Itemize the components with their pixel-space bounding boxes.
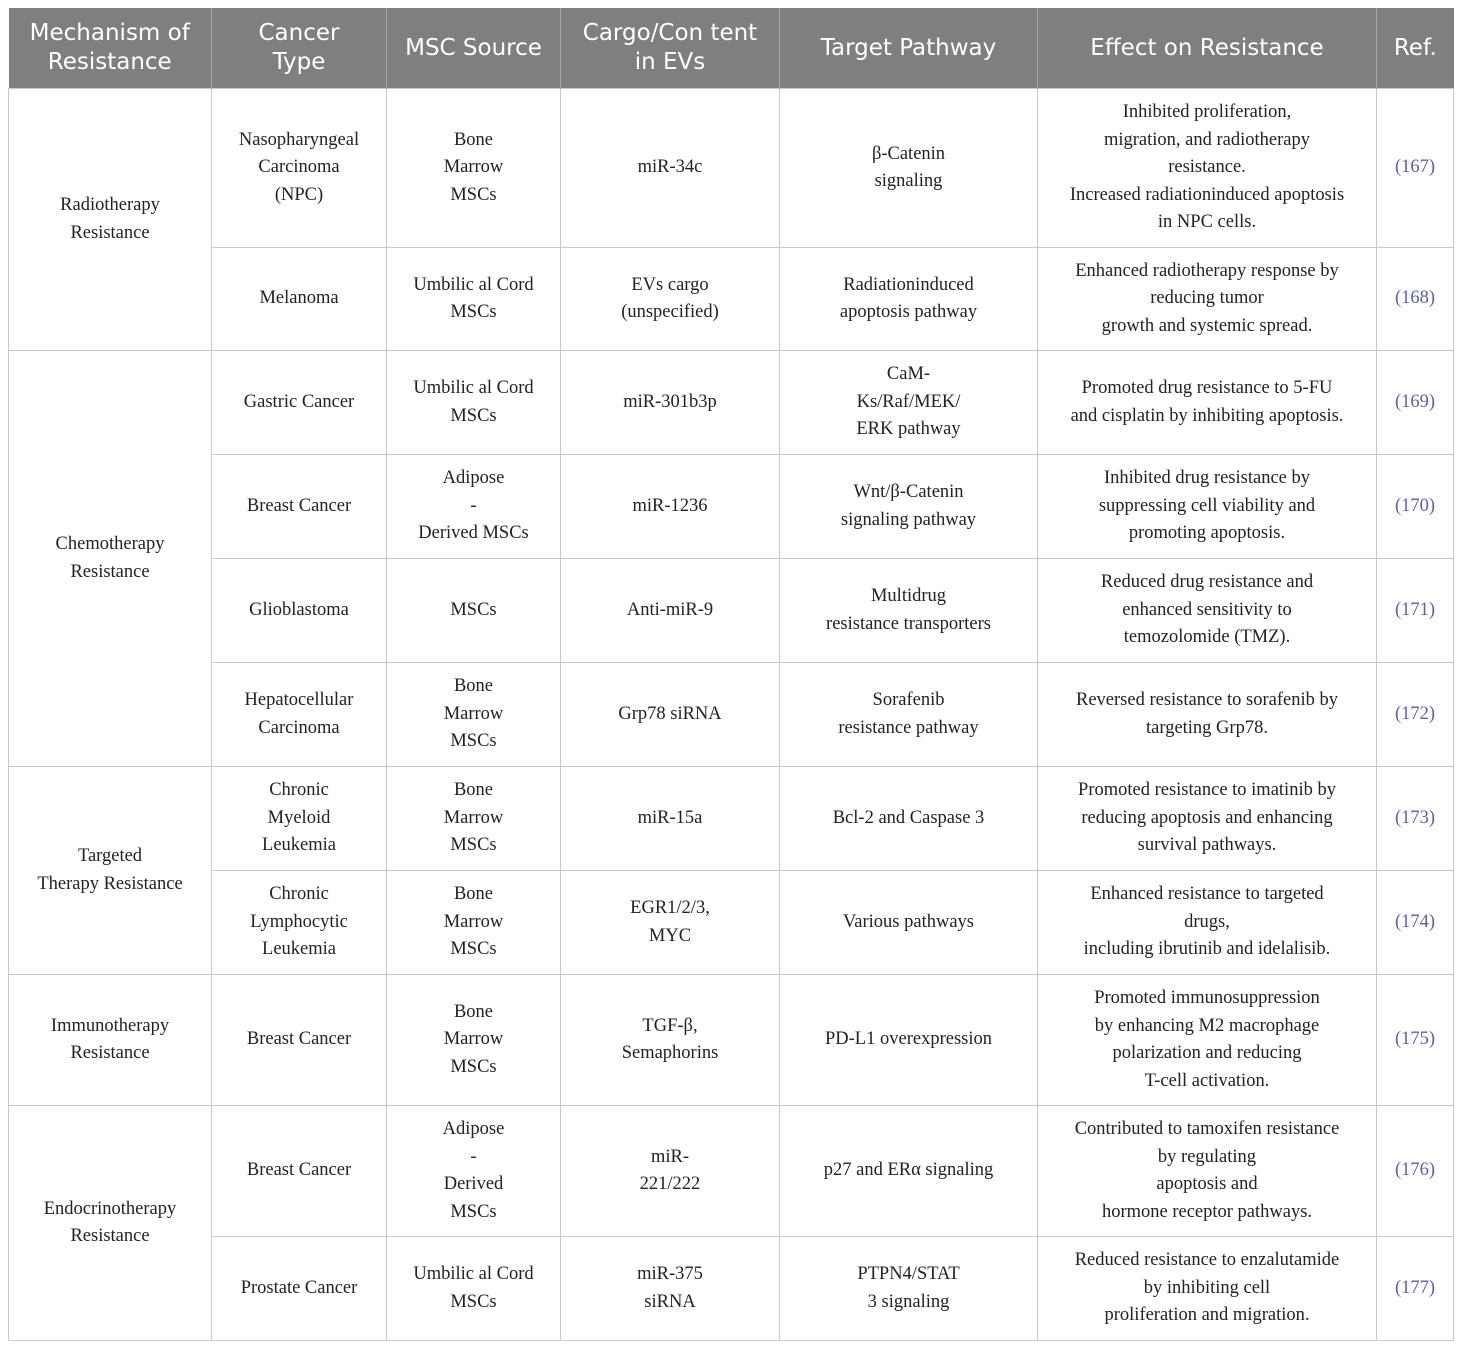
table-row (9, 767, 1454, 871)
source-cell: Umbilic al Cord MSCs (387, 1237, 561, 1341)
ref-link[interactable]: (172) (1377, 663, 1454, 767)
cargo-cell: miR- 221/222 (561, 1106, 780, 1237)
cargo-cell: miR-375 siRNA (561, 1237, 780, 1341)
effect-cell: Contributed to tamoxifen resistance by regulating apoptosis and hormone receptor pathways. (1038, 1106, 1377, 1237)
effect-cell: Reduced resistance to enzalutamide by inhibiting cell proliferation and migration. (1038, 1237, 1377, 1341)
source-cell: Umbilic al Cord MSCs (387, 248, 561, 351)
cancer-cell: Hepatocellular Carcinoma (212, 663, 387, 767)
table-row (9, 455, 1454, 559)
table-row (9, 975, 1454, 1106)
effect-cell: Reduced drug resistance and enhanced sensitivity to temozolomide (TMZ). (1038, 559, 1377, 663)
ref-link[interactable]: (169) (1377, 351, 1454, 455)
source-cell: Bone Marrow MSCs (387, 663, 561, 767)
pathway-cell: Sorafenib resistance pathway (780, 663, 1038, 767)
table-body (9, 89, 1454, 1341)
cancer-cell: Prostate Cancer (212, 1237, 387, 1341)
cancer-cell: Breast Cancer (212, 1106, 387, 1237)
source-cell: Bone Marrow MSCs (387, 767, 561, 871)
header-mechanism: Mechanism of Resistance (9, 8, 212, 89)
pathway-cell: Various pathways (780, 871, 1038, 975)
source-cell: Bone Marrow MSCs (387, 89, 561, 248)
mechanism-cell: Chemotherapy Resistance (9, 351, 212, 767)
effect-cell: Promoted immunosuppression by enhancing M2 macrophage polarization and reducing T-cell activation. (1038, 975, 1377, 1106)
effect-cell: Enhanced resistance to targeted drugs, including ibrutinib and idelalisib. (1038, 871, 1377, 975)
table-row (9, 1106, 1454, 1237)
cargo-cell: Anti-miR-9 (561, 559, 780, 663)
header-msc-source: MSC Source (387, 8, 561, 89)
pathway-cell: Bcl-2 and Caspase 3 (780, 767, 1038, 871)
effect-cell: Promoted resistance to imatinib by reducing apoptosis and enhancing survival pathways. (1038, 767, 1377, 871)
pathway-cell: p27 and ERα signaling (780, 1106, 1038, 1237)
header-row (9, 8, 1454, 89)
ref-link[interactable]: (176) (1377, 1106, 1454, 1237)
table-row (9, 663, 1454, 767)
cancer-cell: Glioblastoma (212, 559, 387, 663)
pathway-cell: Multidrug resistance transporters (780, 559, 1038, 663)
cancer-cell: Nasopharyngeal Carcinoma (NPC) (212, 89, 387, 248)
cargo-cell: miR-1236 (561, 455, 780, 559)
source-cell: MSCs (387, 559, 561, 663)
cargo-cell: Grp78 siRNA (561, 663, 780, 767)
cancer-cell: Gastric Cancer (212, 351, 387, 455)
mechanism-cell: Targeted Therapy Resistance (9, 767, 212, 975)
source-cell: Adipose - Derived MSCs (387, 455, 561, 559)
source-cell: Umbilic al Cord MSCs (387, 351, 561, 455)
header-target-pathway: Target Pathway (780, 8, 1038, 89)
effect-cell: Reversed resistance to sorafenib by targeting Grp78. (1038, 663, 1377, 767)
source-cell: Bone Marrow MSCs (387, 975, 561, 1106)
cargo-cell: miR-34c (561, 89, 780, 248)
pathway-cell: PD-L1 overexpression (780, 975, 1038, 1106)
table-row (9, 559, 1454, 663)
resistance-table (8, 8, 1454, 1341)
table-row (9, 351, 1454, 455)
effect-cell: Promoted drug resistance to 5-FU and cisplatin by inhibiting apoptosis. (1038, 351, 1377, 455)
pathway-cell: Radiationinduced apoptosis pathway (780, 248, 1038, 351)
table-row (9, 1237, 1454, 1341)
table-row (9, 89, 1454, 248)
ref-link[interactable]: (171) (1377, 559, 1454, 663)
cargo-cell: EVs cargo (unspecified) (561, 248, 780, 351)
pathway-cell: β-Catenin signaling (780, 89, 1038, 248)
cancer-cell: Breast Cancer (212, 455, 387, 559)
source-cell: Adipose - Derived MSCs (387, 1106, 561, 1237)
ref-link[interactable]: (167) (1377, 89, 1454, 248)
cargo-cell: EGR1/2/3, MYC (561, 871, 780, 975)
effect-cell: Inhibited proliferation, migration, and radiotherapy resistance. Increased radiationinduced apoptosis in NPC cells. (1038, 89, 1377, 248)
ref-link[interactable]: (173) (1377, 767, 1454, 871)
header-ref: Ref. (1377, 8, 1454, 89)
cancer-cell: Chronic Myeloid Leukemia (212, 767, 387, 871)
cargo-cell: miR-301b3p (561, 351, 780, 455)
ref-link[interactable]: (175) (1377, 975, 1454, 1106)
pathway-cell: Wnt/β-Catenin signaling pathway (780, 455, 1038, 559)
cancer-cell: Chronic Lymphocytic Leukemia (212, 871, 387, 975)
pathway-cell: PTPN4/STAT 3 signaling (780, 1237, 1038, 1341)
header-effect: Effect on Resistance (1038, 8, 1377, 89)
cargo-cell: miR-15a (561, 767, 780, 871)
cargo-cell: TGF-β, Semaphorins (561, 975, 780, 1106)
ref-link[interactable]: (177) (1377, 1237, 1454, 1341)
pathway-cell: CaM- Ks/Raf/MEK/ ERK pathway (780, 351, 1038, 455)
header-cargo: Cargo/Con tent in EVs (561, 8, 780, 89)
source-cell: Bone Marrow MSCs (387, 871, 561, 975)
mechanism-cell: Immunotherapy Resistance (9, 975, 212, 1106)
ref-link[interactable]: (168) (1377, 248, 1454, 351)
ref-link[interactable]: (174) (1377, 871, 1454, 975)
table-row (9, 871, 1454, 975)
table-header (9, 8, 1454, 89)
effect-cell: Enhanced radiotherapy response by reducing tumor growth and systemic spread. (1038, 248, 1377, 351)
header-cancer-type: Cancer Type (212, 8, 387, 89)
mechanism-cell: Endocrinotherapy Resistance (9, 1106, 212, 1341)
cancer-cell: Breast Cancer (212, 975, 387, 1106)
mechanism-cell: Radiotherapy Resistance (9, 89, 212, 351)
effect-cell: Inhibited drug resistance by suppressing cell viability and promoting apoptosis. (1038, 455, 1377, 559)
table-row (9, 248, 1454, 351)
ref-link[interactable]: (170) (1377, 455, 1454, 559)
cancer-cell: Melanoma (212, 248, 387, 351)
